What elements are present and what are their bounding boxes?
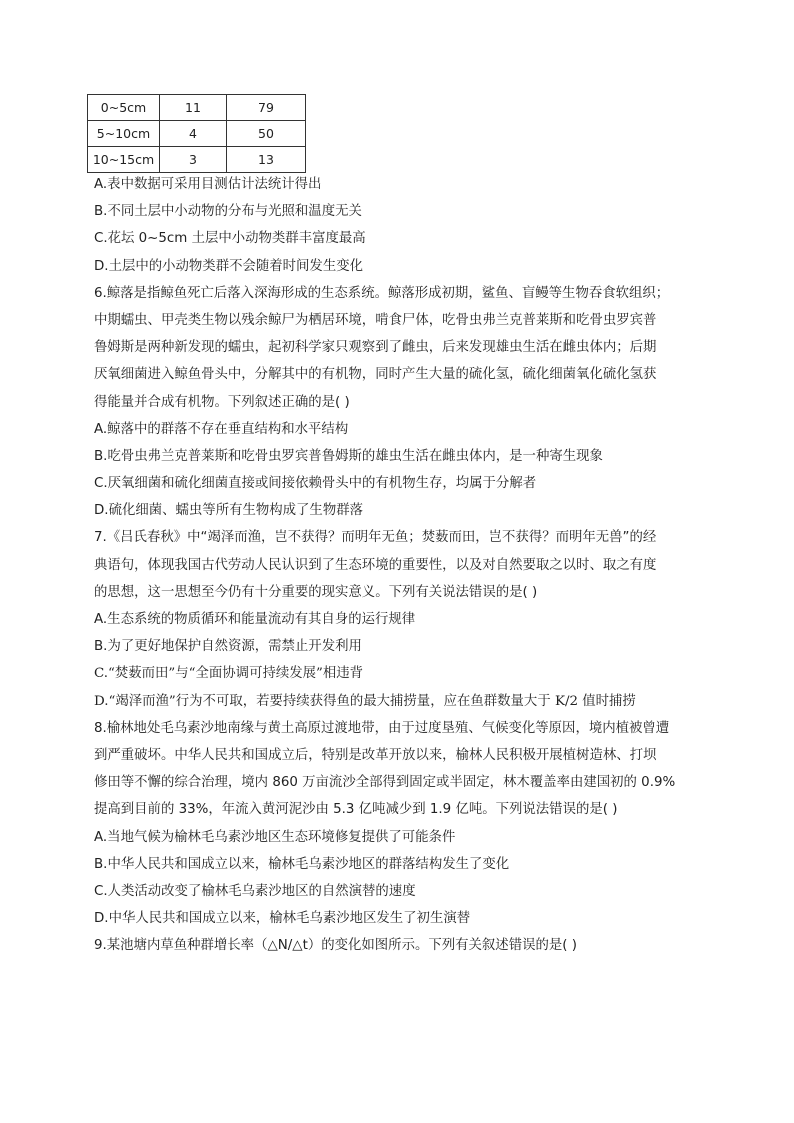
q5-option-a: A.表中数据可采用目测估计法统计得出 <box>94 177 322 192</box>
table-row <box>88 95 306 121</box>
q6-stem: 鲁姆斯是两种新发现的蠕虫，起初科学家只观察到了雌虫，后来发现雄虫生活在雌虫体内；后期 <box>94 340 657 356</box>
table-cell: 3 <box>160 147 227 173</box>
table-cell: 11 <box>160 95 227 121</box>
table-cell: 50 <box>227 121 306 147</box>
q8-stem: 到严重破坏。中华人民共和国成立后，特别是改革开放以来，榆林人民积极开展植树造林、打坝 <box>94 747 657 763</box>
table-cell: 0~5cm <box>88 95 160 121</box>
q5-option-d: D.土层中的小动物类群不会随着时间发生变化 <box>94 258 363 274</box>
q8-option-d: D.中华人民共和国成立以来，榆林毛乌素沙地区发生了初生演替 <box>94 911 471 927</box>
q8-option-b: B.中华人民共和国成立以来，榆林毛乌素沙地区的群落结构发生了变化 <box>94 856 510 872</box>
q8-stem: 修田等不懈的综合治理，境内 860 万亩流沙全部得到固定或半固定，林木覆盖率由建国初的 0.9% <box>94 775 676 791</box>
table-cell: 13 <box>227 147 306 173</box>
q5-option-b: B.不同土层中小动物的分布与光照和温度无关 <box>94 204 362 220</box>
table-row <box>88 147 306 173</box>
q8-stem: 8.榆林地处毛乌素沙地南缘与黄土高原过渡地带，由于过度垦殖、气候变化等原因，境内植被曾遭 <box>94 720 670 736</box>
q6-stem: 厌氧细菌进入鲸鱼骨头中，分解其中的有机物，同时产生大量的硫化氢，硫化细菌氧化硫化氢获 <box>94 367 657 383</box>
table-cell: 5~10cm <box>88 121 160 147</box>
table-cell: 4 <box>160 121 227 147</box>
q8-stem: 提高到目前的 33%，年流入黄河泥沙由 5.3 亿吨减少到 1.9 亿吨。下列说法错误的是( ) <box>94 802 618 818</box>
q7-stem: 典语句，体现我国古代劳动人民认识到了生态环境的重要性，以及对自然要取之以时、取之有度 <box>94 557 657 573</box>
q7-option-d: D.“竭泽而渔”行为不可取，若要持续获得鱼的最大捕捞量，应在鱼群数量大于 K/2 值时捕捞 <box>94 693 636 709</box>
q7-stem: 7.《吕氏春秋》中“竭泽而渔，岂不获得？而明年无鱼；焚薮而田，岂不获得？而明年无兽”的经 <box>94 530 657 546</box>
table-row <box>88 121 306 147</box>
q8-option-a: A.当地气候为榆林毛乌素沙地区生态环境修复提供了可能条件 <box>94 829 456 845</box>
question-text <box>94 171 706 959</box>
q9-stem: 9.某池塘内草鱼种群增长率（△N/△t）的变化如图所示。下列有关叙述错误的是( ) <box>94 938 577 954</box>
q6-option-b: B.吃骨虫弗兰克普莱斯和吃骨虫罗宾普鲁姆斯的雄虫生活在雌虫体内，是一种寄生现象 <box>94 448 603 464</box>
q7-stem: 的思想，这一思想至今仍有十分重要的现实意义。下列有关说法错误的是( ) <box>94 584 538 600</box>
q5-option-c: C.花坛 0~5cm 土层中小动物类群丰富度最高 <box>94 231 366 247</box>
q7-option-c: C.“焚薮而田”与“全面协调可持续发展”相违背 <box>94 666 364 682</box>
q6-stem: 中期蠕虫、甲壳类生物以残余鲸尸为栖居环境，啃食尸体，吃骨虫弗兰克普莱斯和吃骨虫罗宾普 <box>94 312 657 328</box>
table-cell: 79 <box>227 95 306 121</box>
q6-option-a: A.鲸落中的群落不存在垂直结构和水平结构 <box>94 421 349 437</box>
q6-option-d: D.硫化细菌、蠕虫等所有生物构成了生物群落 <box>94 503 363 519</box>
q7-option-a: A.生态系统的物质循环和能量流动有其自身的运行规律 <box>94 612 416 627</box>
table-cell: 10~15cm <box>88 147 160 173</box>
q7-option-b: B.为了更好地保护自然资源，需禁止开发利用 <box>94 639 362 655</box>
q6-option-c: C.厌氧细菌和硫化细菌直接或间接依赖骨头中的有机物生存，均属于分解者 <box>94 476 537 492</box>
q8-option-c: C.人类活动改变了榆林毛乌素沙地区的自然演替的速度 <box>94 883 416 899</box>
q6-stem: 得能量并合成有机物。下列叙述正确的是( ) <box>94 394 350 410</box>
soil-animal-table <box>87 94 306 173</box>
q6-stem: 6.鲸落是指鲸鱼死亡后落入深海形成的生态系统。鲸落形成初期，鲨鱼、盲鳗等生物吞食软组织； <box>94 285 670 301</box>
